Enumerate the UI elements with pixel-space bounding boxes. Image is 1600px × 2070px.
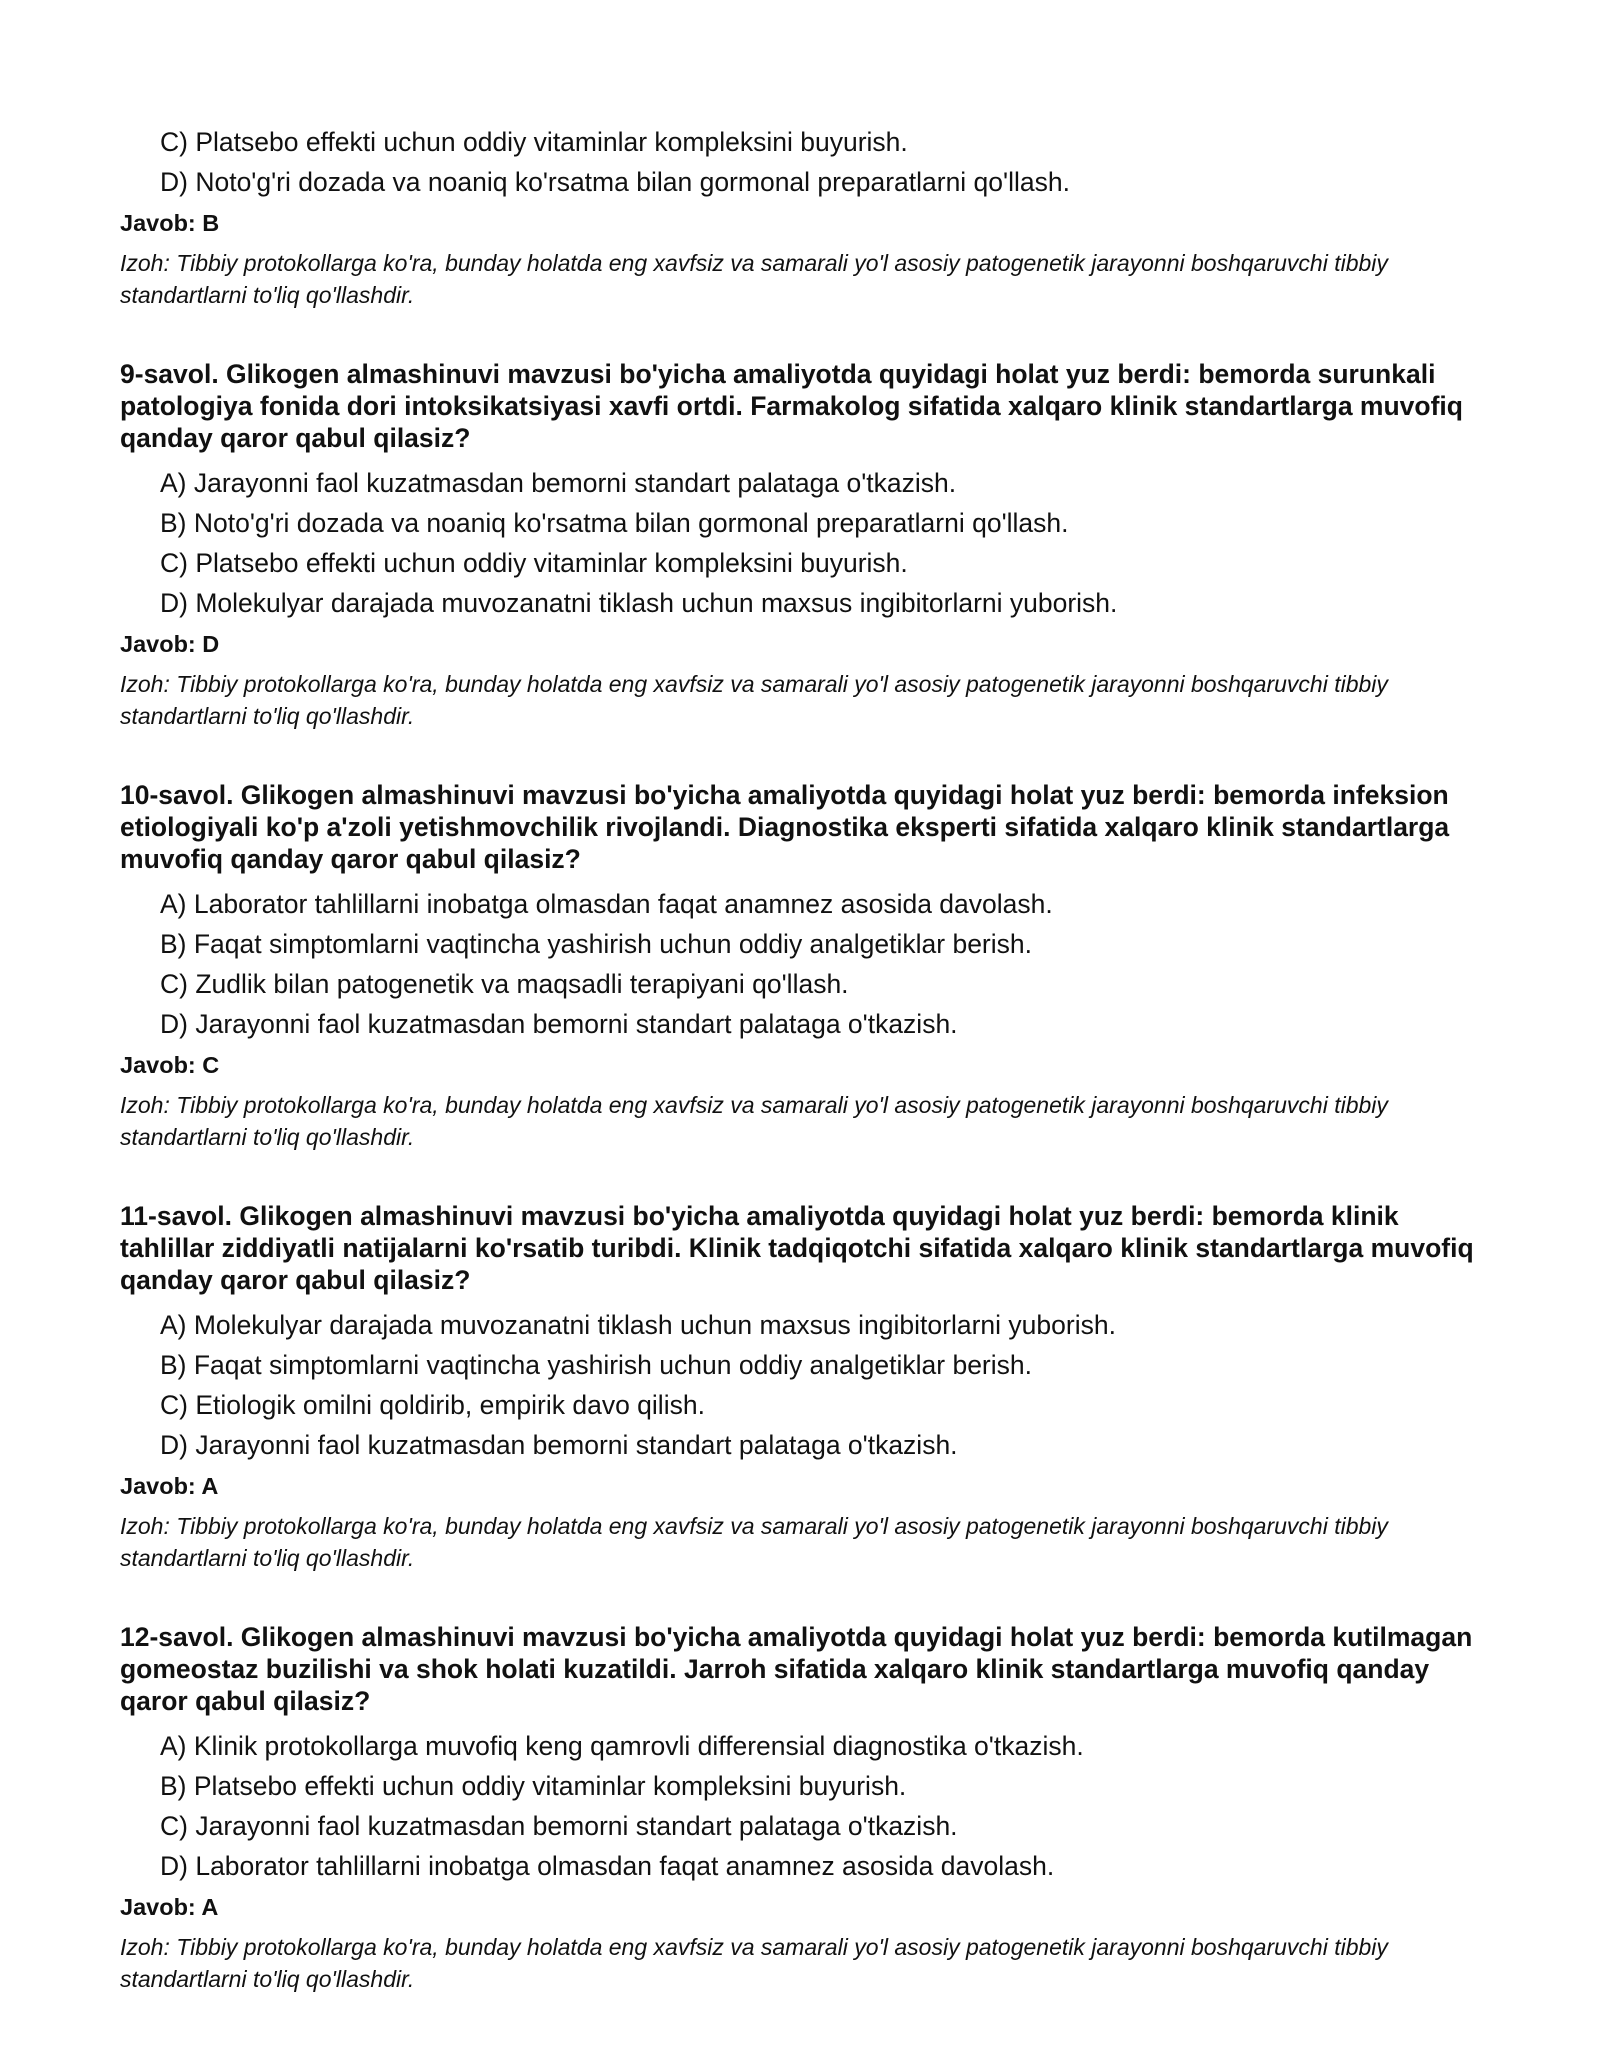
option-c: C) Jarayonni faol kuzatmasdan bemorni standart palataga o'tkazish. (160, 1811, 958, 1841)
explanation-note: Izoh: Tibbiy protokollarga ko'ra, bunday holatda eng xavfsiz va samarali yo'l asosiy patogenetik jarayonni boshqaruvchi tibbiy standartlarni to'liq qo'llashdir. (120, 1092, 1388, 1150)
explanation-note: Izoh: Tibbiy protokollarga ko'ra, bunday holatda eng xavfsiz va samarali yo'l asosiy patogenetik jarayonni boshqaruvchi tibbiy standartlarni to'liq qo'llashdir. (120, 1934, 1388, 1992)
option-a: A) Laborator tahlillarni inobatga olmasdan faqat anamnez asosida davolash. (160, 889, 1053, 919)
option-c: C) Platsebo effekti uchun oddiy vitaminlar kompleksini buyurish. (160, 548, 908, 578)
question-title: 10-savol. Glikogen almashinuvi mavzusi bo'yicha amaliyotda quyidagi holat yuz berdi: bemorda infeksion etiologiyali ko'p a'zoli yetishmovchilik rivojlandi. Diagnostika eksperti sifatida xalqaro klinik standartlarga muvofiq qanday qaror qabul qilasiz? (120, 780, 1450, 874)
option-b: B) Faqat simptomlarni vaqtincha yashirish uchun oddiy analgetiklar berish. (160, 929, 1032, 959)
question-10 (120, 779, 1500, 1153)
explanation-note: Izoh: Tibbiy protokollarga ko'ra, bunday holatda eng xavfsiz va samarali yo'l asosiy patogenetik jarayonni boshqaruvchi tibbiy standartlarni to'liq qo'llashdir. (120, 1513, 1388, 1571)
answer-label: Javob: B (120, 210, 220, 236)
question-8-continued (120, 122, 1500, 311)
option-a: A) Jarayonni faol kuzatmasdan bemorni standart palataga o'tkazish. (160, 468, 957, 498)
option-a: A) Klinik protokollarga muvofiq keng qamrovli differensial diagnostika o'tkazish. (160, 1731, 1084, 1761)
option-d: D) Jarayonni faol kuzatmasdan bemorni standart palataga o'tkazish. (160, 1430, 958, 1460)
answer-label: Javob: A (120, 1894, 219, 1920)
option-a: A) Molekulyar darajada muvozanatni tiklash uchun maxsus ingibitorlarni yuborish. (160, 1310, 1116, 1340)
answer-label: Javob: D (120, 631, 220, 657)
explanation-note: Izoh: Tibbiy protokollarga ko'ra, bunday holatda eng xavfsiz va samarali yo'l asosiy patogenetik jarayonni boshqaruvchi tibbiy standartlarni to'liq qo'llashdir. (120, 671, 1388, 729)
question-11 (120, 1200, 1500, 1574)
option-c: C) Platsebo effekti uchun oddiy vitaminlar kompleksini buyurish. (160, 127, 908, 157)
option-b: B) Faqat simptomlarni vaqtincha yashirish uchun oddiy analgetiklar berish. (160, 1350, 1032, 1380)
option-d: D) Laborator tahlillarni inobatga olmasdan faqat anamnez asosida davolash. (160, 1851, 1055, 1881)
question-title: 11-savol. Glikogen almashinuvi mavzusi bo'yicha amaliyotda quyidagi holat yuz berdi: bemorda klinik tahlillar ziddiyatli natijalarni ko'rsatib turibdi. Klinik tadqiqotchi sifatida xalqaro klinik standartlarga muvofiq qanday qaror qabul qilasiz? (120, 1201, 1474, 1295)
document-page (120, 122, 1500, 1995)
option-d: D) Jarayonni faol kuzatmasdan bemorni standart palataga o'tkazish. (160, 1009, 958, 1039)
explanation-note: Izoh: Tibbiy protokollarga ko'ra, bunday holatda eng xavfsiz va samarali yo'l asosiy patogenetik jarayonni boshqaruvchi tibbiy standartlarni to'liq qo'llashdir. (120, 250, 1388, 308)
answer-label: Javob: A (120, 1473, 219, 1499)
option-b: B) Platsebo effekti uchun oddiy vitaminlar kompleksini buyurish. (160, 1771, 907, 1801)
question-title: 12-savol. Glikogen almashinuvi mavzusi bo'yicha amaliyotda quyidagi holat yuz berdi: bemorda kutilmagan gomeostaz buzilishi va shok holati kuzatildi. Jarroh sifatida xalqaro klinik standartlarga muvofiq qanday qaror qabul qilasiz? (120, 1622, 1473, 1716)
option-d: D) Molekulyar darajada muvozanatni tiklash uchun maxsus ingibitorlarni yuborish. (160, 588, 1118, 618)
option-b: B) Noto'g'ri dozada va noaniq ko'rsatma bilan gormonal preparatlarni qo'llash. (160, 508, 1069, 538)
question-9 (120, 358, 1500, 732)
question-title: 9-savol. Glikogen almashinuvi mavzusi bo'yicha amaliyotda quyidagi holat yuz berdi: bemorda surunkali patologiya fonida dori intoksikatsiyasi xavfi ortdi. Farmakolog sifatida xalqaro klinik standartlarga muvofiq qanday qaror qabul qilasiz? (120, 359, 1463, 453)
option-c: C) Zudlik bilan patogenetik va maqsadli terapiyani qo'llash. (160, 969, 849, 999)
question-12 (120, 1621, 1500, 1995)
answer-label: Javob: C (120, 1052, 220, 1078)
option-d: D) Noto'g'ri dozada va noaniq ko'rsatma bilan gormonal preparatlarni qo'llash. (160, 167, 1070, 197)
option-c: C) Etiologik omilni qoldirib, empirik davo qilish. (160, 1390, 705, 1420)
